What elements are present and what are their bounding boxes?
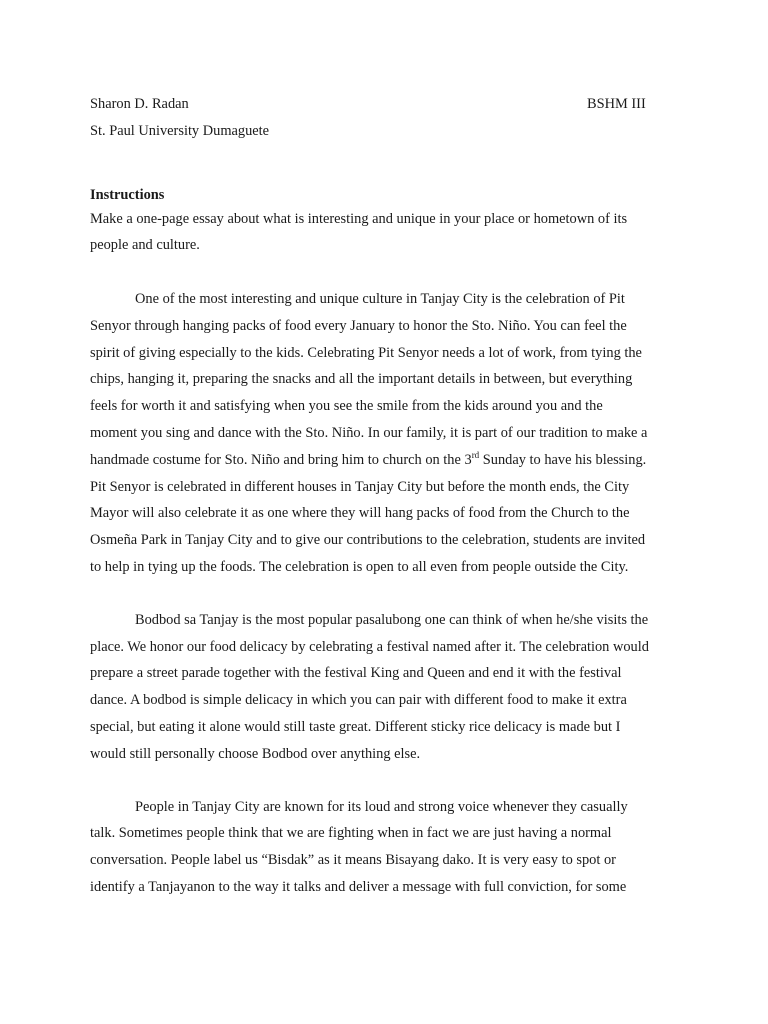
paragraph-line: would still personally choose Bodbod over anything else.: [90, 745, 421, 762]
line-text-before: handmade costume for Sto. Niño and bring him to church on the 3: [90, 451, 472, 468]
instructions-text: [90, 206, 660, 258]
essay-paragraph-2: [90, 607, 660, 768]
paragraph-line: One of the most interesting and unique culture in Tanjay City is the celebration of Pit: [135, 291, 625, 307]
line-text-after: Sunday to have his blessing.: [479, 451, 647, 468]
essay-paragraph-1: [90, 286, 660, 581]
ordinal-superscript: rd: [471, 449, 480, 460]
author-name: Sharon D. Radan: [90, 96, 189, 112]
school-name: St. Paul University Dumaguete: [90, 123, 270, 139]
paragraph-line: Pit Senyor is celebrated in different houses in Tanjay City but before the month ends, the City: [90, 478, 630, 495]
paragraph-line: People in Tanjay City are known for its loud and strong voice whenever they casually: [135, 798, 628, 815]
paragraph-line: dance. A bodbod is simple delicacy in which you can pair with different food to make it extra: [90, 692, 627, 709]
paragraph-line: special, but eating it alone would still taste great. Different sticky rice delicacy is made but I: [90, 718, 621, 735]
paragraph-line: Osmeña Park in Tanjay City and to give our contributions to the celebration, students are invited: [90, 532, 646, 549]
course-label: BSHM III: [587, 96, 646, 112]
instructions-line: people and culture.: [90, 237, 200, 253]
paragraph-line: identify a Tanjayanon to the way it talks and deliver a message with full conviction, for some: [90, 878, 627, 895]
header-row: [90, 93, 660, 115]
paragraph-line: Senyor through hanging packs of food every January to honor the Sto. Niño. You can feel the: [90, 317, 627, 334]
paragraph-line: talk. Sometimes people think that we are fighting when in fact we are just having a normal: [90, 825, 612, 842]
paragraph-line: place. We honor our food delicacy by celebrating a festival named after it. The celebration would: [90, 638, 649, 655]
paragraph-line: moment you sing and dance with the Sto. Niño. In our family, it is part of our tradition to make a: [90, 424, 648, 441]
document-page: [90, 93, 660, 901]
paragraph-line: prepare a street parade together with the festival King and Queen and end it with the festival: [90, 665, 622, 682]
paragraph-line-with-superscript: [90, 447, 660, 474]
paragraph-line: Bodbod sa Tanjay is the most popular pasalubong one can think of when he/she visits the: [135, 611, 649, 628]
paragraph-line: conversation. People label us “Bisdak” as it means Bisayang dako. It is very easy to spot or: [90, 852, 616, 869]
paragraph-line: spirit of giving especially to the kids. Celebrating Pit Senyor needs a lot of work, from tying the: [90, 344, 642, 361]
instructions-line: Make a one-page essay about what is interesting and unique in your place or hometown of its: [90, 211, 628, 227]
paragraph-line: to help in tying up the foods. The celebration is open to all even from people outside the City.: [90, 558, 629, 575]
paragraph-line: feels for worth it and satisfying when you see the smile from the kids around you and the: [90, 398, 603, 415]
paragraph-line: Mayor will also celebrate it as one where they will hang packs of food from the Church to the: [90, 505, 630, 522]
paragraph-line: chips, hanging it, preparing the snacks and all the important details in between, but everything: [90, 371, 633, 388]
essay-paragraph-3: [90, 794, 660, 901]
instructions-title: Instructions: [90, 187, 165, 203]
